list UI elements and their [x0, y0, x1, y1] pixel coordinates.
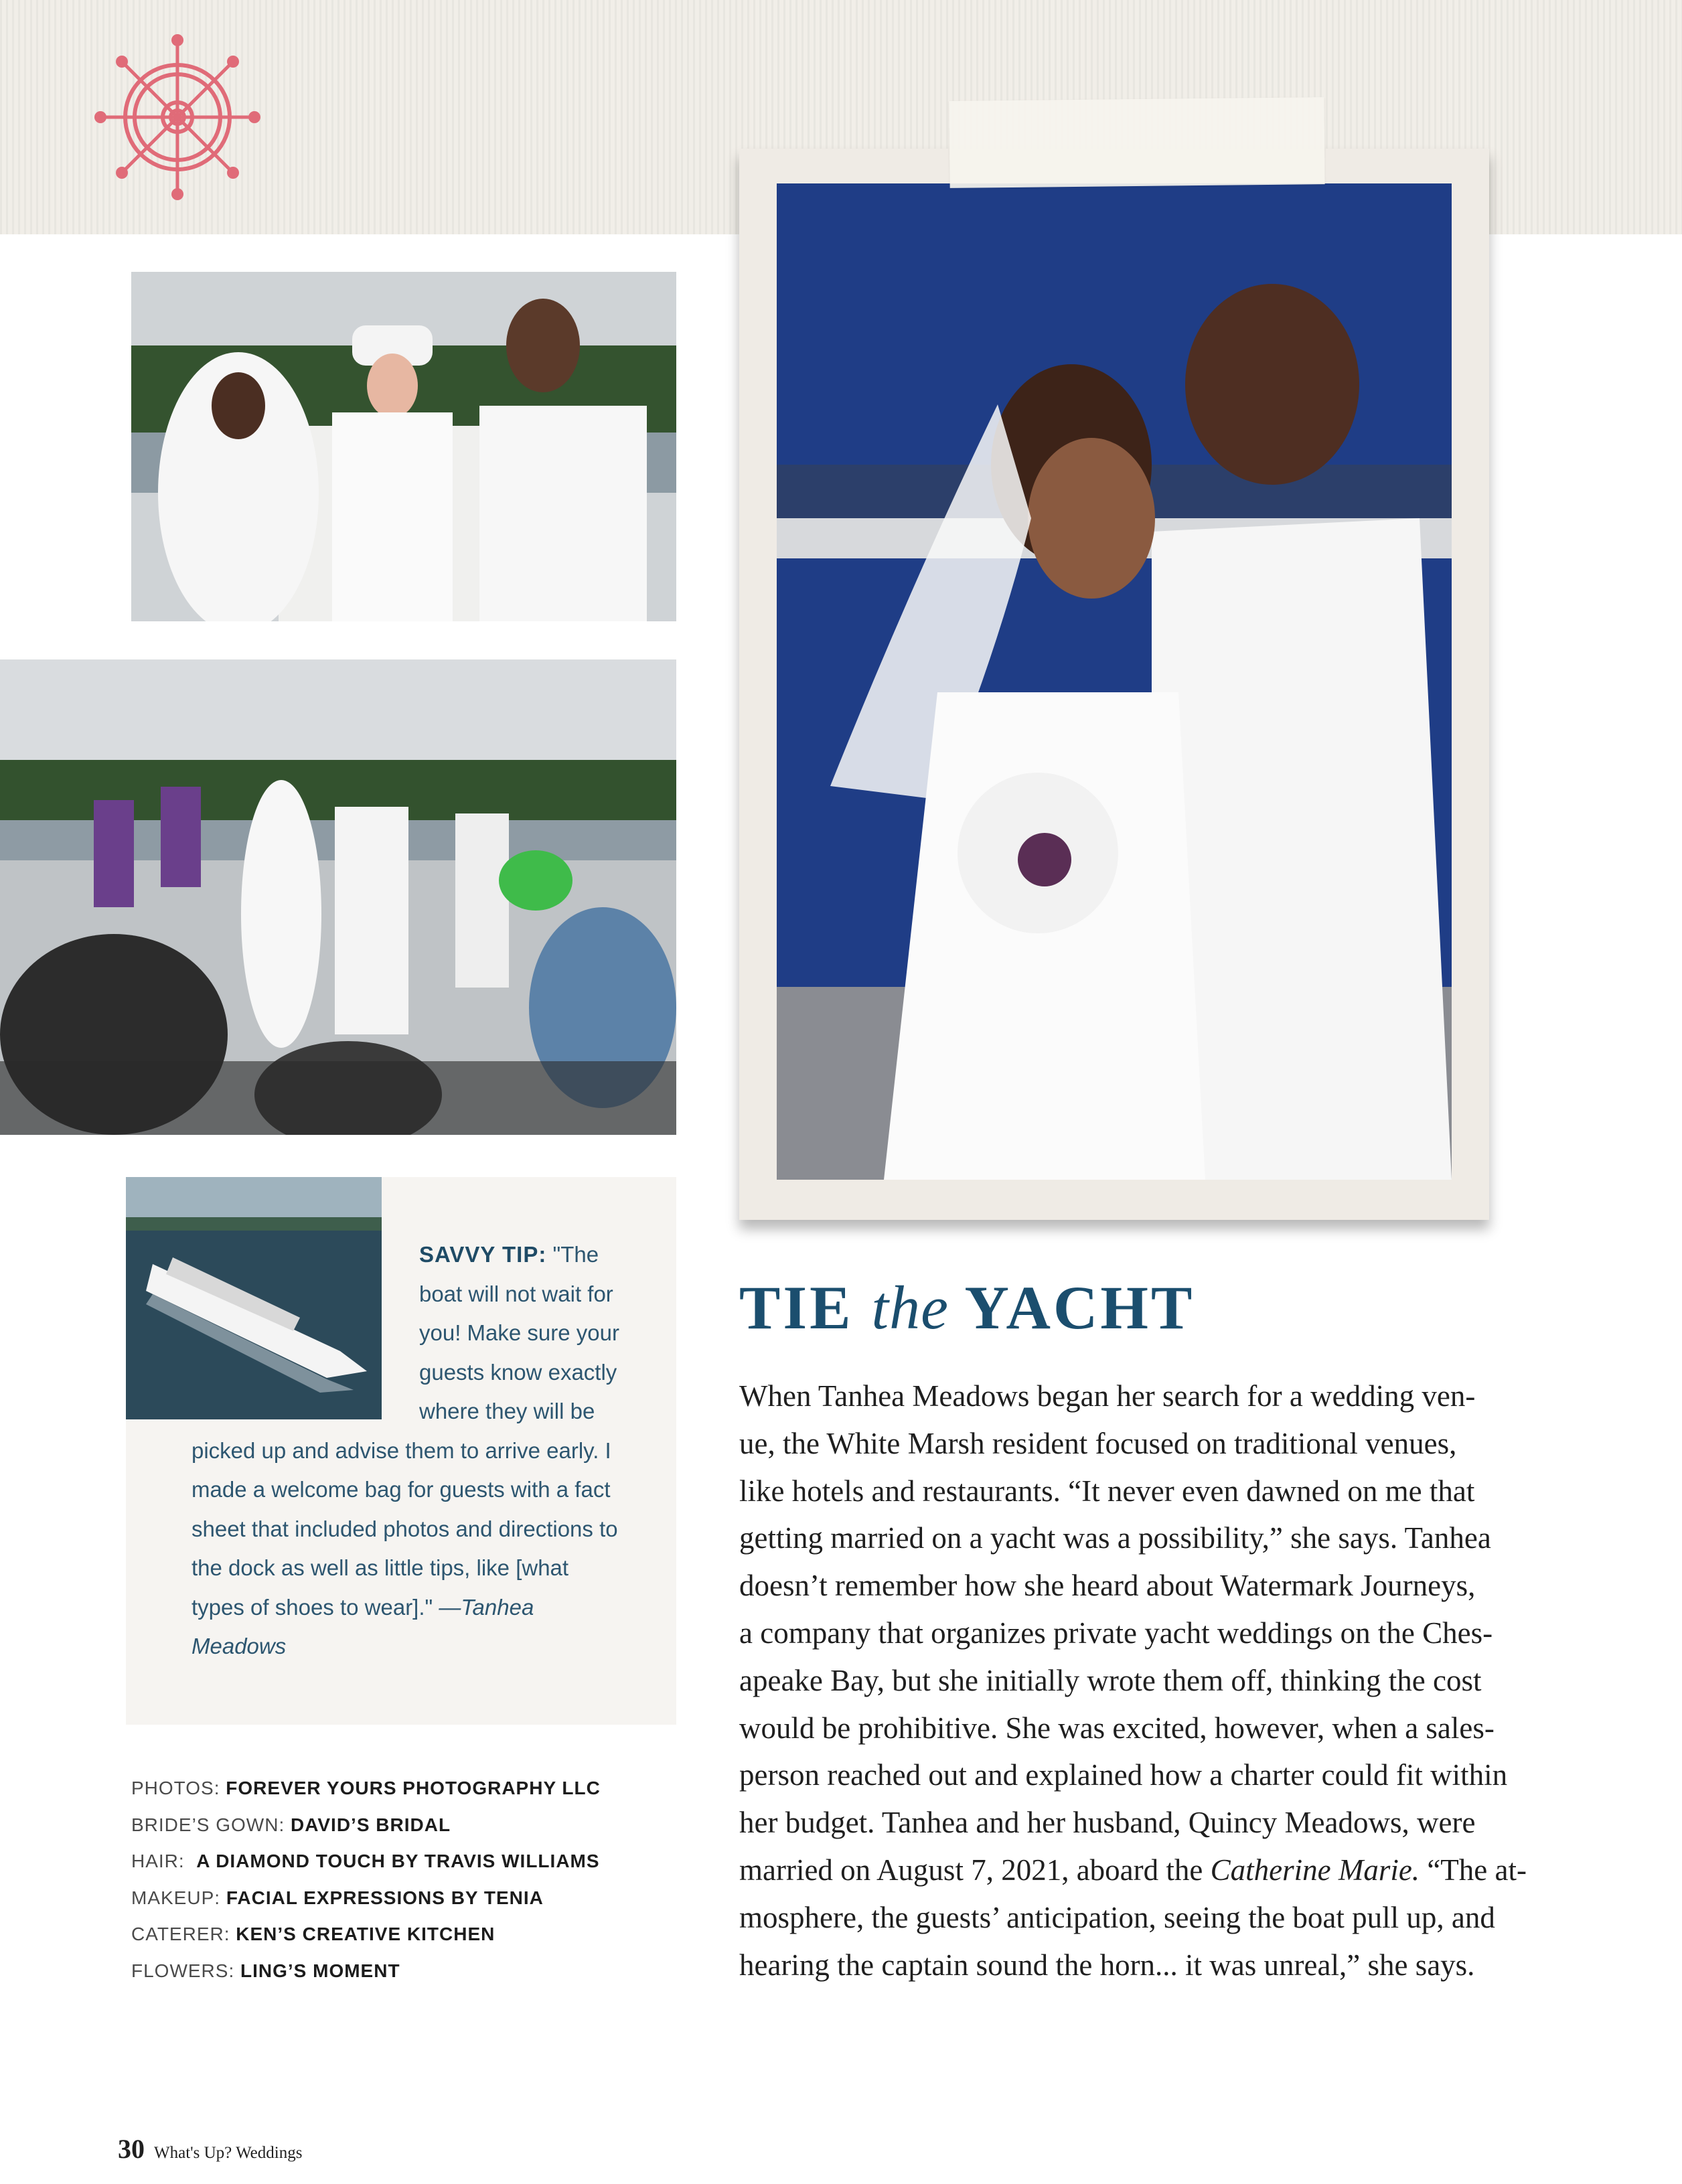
credit-label: MAKEUP:	[131, 1887, 221, 1908]
body-line: her budget. Tanhea and her husband, Quincy Meadows, were	[739, 1806, 1476, 1840]
body-line: ue, the White Marsh resident focused on traditional venues,	[739, 1426, 1457, 1460]
body-text-run: married on August 7, 2021, aboard the	[739, 1853, 1211, 1887]
body-text-run: “The at-	[1420, 1853, 1527, 1887]
page-footer	[118, 2133, 302, 2165]
credit-value: FACIAL EXPRESSIONS BY TENIA	[226, 1887, 544, 1908]
article-headline	[739, 1272, 1195, 1343]
tip-label: SAVVY TIP:	[419, 1242, 547, 1267]
tip-attribution: —Tanhea Meadows	[192, 1594, 534, 1658]
credit-row	[131, 1843, 680, 1880]
credit-label: PHOTOS:	[131, 1778, 220, 1798]
credit-value: A DIAMOND TOUCH BY TRAVIS WILLIAMS	[196, 1851, 600, 1871]
credit-row	[131, 1880, 680, 1917]
credit-row	[131, 1770, 680, 1807]
credit-label: HAIR:	[131, 1851, 185, 1871]
framed-couple-photo	[739, 149, 1489, 1220]
article-body	[739, 1373, 1596, 1988]
page-number: 30	[118, 2134, 145, 2164]
body-line: person reached out and explained how a charter could fit within	[739, 1758, 1508, 1792]
credit-label: CATERER:	[131, 1924, 230, 1944]
ship-wheel-icon	[94, 33, 261, 201]
headline-word: TIE	[739, 1273, 854, 1342]
body-line: getting married on a yacht was a possibility,” she says. Tanhea	[739, 1521, 1491, 1555]
credit-label: FLOWERS:	[131, 1960, 235, 1981]
boat-name: Catherine Marie.	[1210, 1853, 1420, 1887]
body-line: hearing the captain sound the horn... it was unreal,” she says.	[739, 1948, 1475, 1982]
body-line: would be prohibitive. She was excited, however, when a sales-	[739, 1711, 1495, 1745]
body-line: mosphere, the guests’ anticipation, seeing the boat pull up, and	[739, 1900, 1495, 1934]
ceremony-crowd-photo	[0, 659, 676, 1135]
body-line: doesn’t remember how she heard about Watermark Journeys,	[739, 1569, 1476, 1603]
credit-value: LING’S MOMENT	[240, 1960, 400, 1981]
credit-value: KEN’S CREATIVE KITCHEN	[236, 1924, 495, 1944]
credit-row	[131, 1807, 680, 1844]
photo-credits	[131, 1770, 680, 1989]
body-line: like hotels and restaurants. “It never even dawned on me that	[739, 1474, 1475, 1508]
credit-value: FOREVER YOURS PHOTOGRAPHY LLC	[226, 1778, 601, 1798]
credit-label: BRIDE’S GOWN:	[131, 1814, 285, 1835]
credit-value: DAVID’S BRIDAL	[291, 1814, 451, 1835]
credit-row	[131, 1916, 680, 1953]
body-line	[739, 1847, 1596, 1894]
credit-row	[131, 1953, 680, 1990]
tip-quote: "The boat will not wait for you! Make sure your guests know exactly where they will be picked up and advise them to arrive early. I made a welcome bag for guests with a fact sheet that included photos and directions to the dock as well as little tips, like [what types of shoes to wear]."	[192, 1242, 619, 1620]
headline-word: the	[871, 1273, 949, 1342]
savvy-tip-text	[192, 1235, 620, 1666]
publication-name: What's Up? Weddings	[154, 2144, 303, 2162]
body-line: a company that organizes private yacht weddings on the Ches-	[739, 1616, 1493, 1650]
ring-exchange-photo	[131, 272, 676, 621]
headline-word: YACHT	[964, 1273, 1195, 1342]
body-line: apeake Bay, but she initially wrote them off, thinking the cost	[739, 1663, 1482, 1697]
body-line: When Tanhea Meadows began her search for a wedding ven-	[739, 1379, 1476, 1413]
tape-strip	[949, 97, 1324, 188]
